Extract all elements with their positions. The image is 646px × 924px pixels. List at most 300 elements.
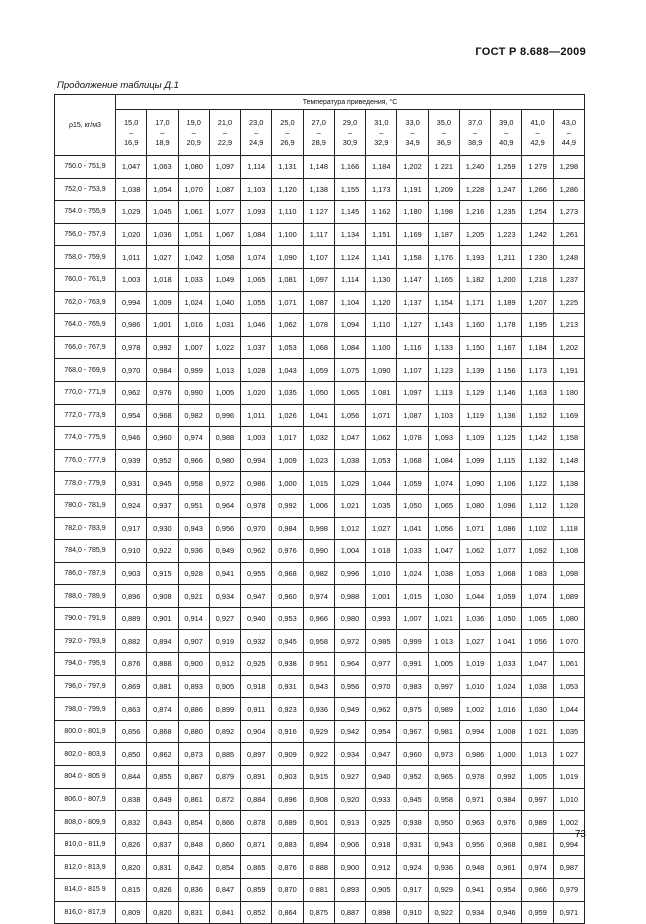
correction-factor-cell: 1,147 — [397, 268, 428, 291]
correction-factor-cell: 1,145 — [334, 201, 365, 224]
correction-factor-cell: 1,114 — [241, 156, 272, 179]
correction-factor-cell: 0,910 — [397, 901, 428, 924]
correction-factor-cell: 0,984 — [272, 517, 303, 540]
temperature-range-header — [241, 110, 272, 156]
correction-factor-cell: 1,078 — [303, 314, 334, 337]
range-dash: – — [566, 127, 571, 137]
density-range-label: 800.0 - 801,9 — [55, 720, 116, 743]
correction-factor-cell: 1,158 — [397, 246, 428, 269]
correction-factor-cell: 0,953 — [272, 607, 303, 630]
density-range-label: 756,0 - 757,9 — [55, 223, 116, 246]
temperature-range-header — [147, 110, 178, 156]
correction-factor-cell: 0,959 — [522, 901, 553, 924]
density-range-label: 752,0 - 753,9 — [55, 178, 116, 201]
correction-factor-cell: 1,019 — [553, 766, 584, 789]
correction-factor-cell: 0,962 — [241, 540, 272, 563]
range-to: 28,9 — [311, 137, 326, 147]
correction-factor-cell: 0,901 — [147, 607, 178, 630]
correction-factor-cell: 1,191 — [553, 359, 584, 382]
correction-factor-cell: 0,965 — [428, 766, 459, 789]
correction-factor-cell: 1,056 — [428, 517, 459, 540]
table-body — [55, 156, 585, 924]
correction-factor-cell: 0,909 — [272, 743, 303, 766]
correction-factor-cell: 1 018 — [366, 540, 397, 563]
correction-factor-cell: 1,068 — [303, 336, 334, 359]
range-dash: – — [222, 127, 227, 137]
correction-factor-cell: 0,966 — [178, 449, 209, 472]
correction-factor-cell: 0,922 — [147, 540, 178, 563]
table-row — [55, 494, 585, 517]
correction-factor-cell: 0,962 — [116, 381, 147, 404]
correction-factor-cell: 1,016 — [491, 698, 522, 721]
correction-factor-cell: 1,071 — [366, 404, 397, 427]
correction-factor-cell: 1,200 — [491, 268, 522, 291]
correction-factor-cell: 1,225 — [553, 291, 584, 314]
correction-factor-cell: 0,898 — [366, 901, 397, 924]
correction-factor-cell: 0,923 — [272, 698, 303, 721]
correction-factor-cell: 0,947 — [366, 743, 397, 766]
correction-factor-cell: 1,169 — [397, 223, 428, 246]
correction-factor-cell: 0,929 — [428, 879, 459, 902]
correction-factor-cell: 1,027 — [366, 517, 397, 540]
correction-factor-cell: 0,948 — [459, 856, 490, 879]
table-row — [55, 223, 585, 246]
density-range-label: 780,0 - 781,9 — [55, 494, 116, 517]
correction-factor-cell: 1,070 — [178, 178, 209, 201]
table-row — [55, 404, 585, 427]
correction-factor-cell: 0,826 — [116, 833, 147, 856]
density-range-label: 782,0 - 783,9 — [55, 517, 116, 540]
correction-factor-cell: 0,924 — [116, 494, 147, 517]
correction-factor-cell: 0,867 — [178, 766, 209, 789]
correction-factor-cell: 0,869 — [116, 675, 147, 698]
correction-factor-cell: 1,062 — [272, 314, 303, 337]
correction-factor-cell: 1,286 — [553, 178, 584, 201]
range-to: 30,9 — [342, 137, 358, 147]
correction-factor-cell: 1,071 — [272, 291, 303, 314]
range-to: 40,9 — [499, 137, 514, 147]
correction-factor-cell: 1,023 — [303, 449, 334, 472]
correction-factor-cell: 0,859 — [241, 879, 272, 902]
correction-factor-cell: 1,061 — [553, 653, 584, 676]
density-range-label: 792.0 - 793,9 — [55, 630, 116, 653]
range-to: 22,9 — [217, 137, 233, 147]
correction-factor-cell: 0,914 — [178, 607, 209, 630]
correction-factor-cell: 0,852 — [241, 901, 272, 924]
correction-factor-cell: 0,881 — [147, 675, 178, 698]
correction-factor-cell: 1,163 — [522, 381, 553, 404]
density-range-label: 760,0 - 761,9 — [55, 268, 116, 291]
correction-factor-cell: 1,080 — [553, 607, 584, 630]
correction-factor-cell: 0,990 — [178, 381, 209, 404]
correction-factor-cell: 0,820 — [147, 901, 178, 924]
correction-factor-cell: 1 230 — [522, 246, 553, 269]
density-range-label: 762,0 - 763,9 — [55, 291, 116, 314]
density-range-label: 814,0 - 815 9 — [55, 879, 116, 902]
correction-factor-cell: 1,110 — [272, 201, 303, 224]
correction-factor-cell: 1,050 — [397, 494, 428, 517]
correction-factor-cell: 0,970 — [366, 675, 397, 698]
correction-factor-cell: 0,958 — [303, 630, 334, 653]
correction-factor-cell: 1,108 — [553, 540, 584, 563]
correction-factor-cell: 0,884 — [241, 788, 272, 811]
correction-factor-cell: 0,864 — [272, 901, 303, 924]
density-range-label: 802,0 - 803,9 — [55, 743, 116, 766]
table-row — [55, 766, 585, 789]
correction-factor-cell: 1,184 — [522, 336, 553, 359]
correction-factor-cell: 1,089 — [553, 585, 584, 608]
page-number: 73 — [574, 829, 586, 840]
correction-factor-cell: 0,943 — [303, 675, 334, 698]
correction-factor-cell: 0,862 — [147, 743, 178, 766]
correction-factor-cell: 0,938 — [397, 811, 428, 834]
correction-factor-cell: 1,013 — [209, 359, 240, 382]
correction-factor-cell: 0,954 — [116, 404, 147, 427]
correction-factor-cell: 0,924 — [397, 856, 428, 879]
correction-factor-cell: 0,976 — [491, 811, 522, 834]
correction-factor-cell: 0,942 — [334, 720, 365, 743]
correction-factor-cell: 1 013 — [428, 630, 459, 653]
correction-factor-cell: 1,122 — [522, 472, 553, 495]
correction-factor-cell: 1,001 — [366, 585, 397, 608]
correction-factor-cell: 0,936 — [428, 856, 459, 879]
correction-factor-cell: 1,248 — [553, 246, 584, 269]
correction-factor-cell: 0,930 — [147, 517, 178, 540]
correction-factor-cell: 1,173 — [366, 178, 397, 201]
correction-factor-cell: 1,130 — [366, 268, 397, 291]
density-conversion-table — [54, 94, 585, 924]
density-range-label: 790.0 - 791,9 — [55, 607, 116, 630]
correction-factor-cell: 0,972 — [334, 630, 365, 653]
correction-factor-cell: 1,090 — [459, 472, 490, 495]
correction-factor-cell: 1,005 — [522, 766, 553, 789]
correction-factor-cell: 1,007 — [178, 336, 209, 359]
correction-factor-cell: 1,002 — [553, 811, 584, 834]
table-row — [55, 879, 585, 902]
correction-factor-cell: 0,878 — [241, 811, 272, 834]
correction-factor-cell: 0,991 — [397, 653, 428, 676]
correction-factor-cell: 0,937 — [147, 494, 178, 517]
correction-factor-cell: 1,228 — [459, 178, 490, 201]
correction-factor-cell: 0,866 — [209, 811, 240, 834]
correction-factor-cell: 0,896 — [272, 788, 303, 811]
correction-factor-cell: 1,065 — [522, 607, 553, 630]
correction-factor-cell: 0,906 — [334, 833, 365, 856]
range-to: 24,9 — [249, 137, 264, 147]
correction-factor-cell: 1,207 — [522, 291, 553, 314]
correction-factor-cell: 1,029 — [116, 201, 147, 224]
correction-factor-cell: 1,107 — [303, 246, 334, 269]
correction-factor-cell: 1,087 — [397, 404, 428, 427]
correction-factor-cell: 0,976 — [272, 540, 303, 563]
table-row — [55, 427, 585, 450]
correction-factor-cell: 1,259 — [491, 156, 522, 179]
correction-factor-cell: 0,911 — [241, 698, 272, 721]
correction-factor-cell: 1,059 — [303, 359, 334, 382]
correction-factor-cell: 1 056 — [522, 630, 553, 653]
correction-factor-cell: 1,184 — [366, 156, 397, 179]
correction-factor-cell: 1,129 — [459, 381, 490, 404]
correction-factor-cell: 0,978 — [459, 766, 490, 789]
correction-factor-cell: 1,080 — [178, 156, 209, 179]
correction-factor-cell: 1 156 — [491, 359, 522, 382]
correction-factor-cell: 0,826 — [147, 879, 178, 902]
correction-factor-cell: 0,900 — [178, 653, 209, 676]
correction-factor-cell: 1,152 — [522, 404, 553, 427]
correction-factor-cell: 1,015 — [397, 585, 428, 608]
table-row — [55, 291, 585, 314]
correction-factor-cell: 1,237 — [553, 268, 584, 291]
temperature-range-header — [522, 110, 553, 156]
range-dash: – — [129, 127, 134, 137]
correction-factor-cell: 1,036 — [459, 607, 490, 630]
correction-factor-cell: 1,198 — [428, 201, 459, 224]
correction-factor-cell: 0,861 — [178, 788, 209, 811]
correction-factor-cell: 0,966 — [522, 879, 553, 902]
correction-factor-cell: 1,087 — [209, 178, 240, 201]
correction-factor-cell: 1,187 — [428, 223, 459, 246]
range-to: 16,9 — [123, 137, 139, 147]
correction-factor-cell: 1,216 — [459, 201, 490, 224]
range-dash: – — [316, 127, 321, 137]
table-row — [55, 449, 585, 472]
correction-factor-cell: 1,035 — [272, 381, 303, 404]
correction-factor-cell: 0,986 — [459, 743, 490, 766]
correction-factor-cell: 0,996 — [209, 404, 240, 427]
temperature-range-header — [428, 110, 459, 156]
density-range-label: 764,0 - 765,9 — [55, 314, 116, 337]
correction-factor-cell: 0,876 — [272, 856, 303, 879]
temperature-range-header — [334, 110, 365, 156]
table-row — [55, 359, 585, 382]
correction-factor-cell: 1,093 — [241, 201, 272, 224]
correction-factor-cell: 1,120 — [272, 178, 303, 201]
density-range-label: 770,0 - 771,9 — [55, 381, 116, 404]
density-range-label: 812,0 - 813,9 — [55, 856, 116, 879]
correction-factor-cell: 0,954 — [491, 879, 522, 902]
correction-factor-cell: 0,990 — [303, 540, 334, 563]
correction-factor-cell: 1,167 — [491, 336, 522, 359]
correction-factor-cell: 1,211 — [491, 246, 522, 269]
correction-factor-cell: 0,931 — [116, 472, 147, 495]
density-range-label: 774,0 - 775,9 — [55, 427, 116, 450]
correction-factor-cell: 0,907 — [178, 630, 209, 653]
temperature-range-header-row — [55, 110, 585, 156]
correction-factor-cell: 0,986 — [116, 314, 147, 337]
temperature-range-header — [209, 110, 240, 156]
density-range-label: 766,0 - 767,9 — [55, 336, 116, 359]
correction-factor-cell: 1,053 — [272, 336, 303, 359]
correction-factor-cell: 0 888 — [303, 856, 334, 879]
correction-factor-cell: 1,266 — [522, 178, 553, 201]
range-to: 20,9 — [186, 137, 201, 147]
correction-factor-cell: 0,927 — [209, 607, 240, 630]
correction-factor-cell: 0,868 — [147, 720, 178, 743]
correction-factor-cell: 0,886 — [178, 698, 209, 721]
correction-factor-cell: 1,024 — [397, 562, 428, 585]
correction-factor-cell: 1,223 — [491, 223, 522, 246]
correction-factor-cell: 1,053 — [553, 675, 584, 698]
density-range-label: 768,0 - 769,9 — [55, 359, 116, 382]
correction-factor-cell: 1,028 — [241, 359, 272, 382]
correction-factor-cell: 0,820 — [116, 856, 147, 879]
correction-factor-cell: 1,178 — [491, 314, 522, 337]
correction-factor-cell: 1 279 — [522, 156, 553, 179]
correction-factor-cell: 1,106 — [491, 472, 522, 495]
correction-factor-cell: 0,974 — [178, 427, 209, 450]
correction-factor-cell: 0,978 — [241, 494, 272, 517]
correction-factor-cell: 0,841 — [209, 901, 240, 924]
correction-factor-cell: 1,132 — [522, 449, 553, 472]
correction-factor-cell: 1,195 — [522, 314, 553, 337]
correction-factor-cell: 0,893 — [178, 675, 209, 698]
correction-factor-cell: 0,998 — [303, 517, 334, 540]
correction-factor-cell: 1,017 — [272, 427, 303, 450]
correction-factor-cell: 1,124 — [334, 246, 365, 269]
correction-factor-cell: 0,950 — [428, 811, 459, 834]
correction-factor-cell: 1,067 — [209, 223, 240, 246]
correction-factor-cell: 0,903 — [116, 562, 147, 585]
correction-factor-cell: 0,847 — [209, 879, 240, 902]
correction-factor-cell: 1,068 — [491, 562, 522, 585]
correction-factor-cell: 0,918 — [241, 675, 272, 698]
correction-factor-cell: 0,899 — [209, 698, 240, 721]
table-row — [55, 720, 585, 743]
correction-factor-cell: 1,118 — [553, 517, 584, 540]
density-range-label: 816,0 - 817,9 — [55, 901, 116, 924]
correction-factor-cell: 1,097 — [209, 156, 240, 179]
density-range-label: 796,0 - 797,9 — [55, 675, 116, 698]
correction-factor-cell: 1,016 — [178, 314, 209, 337]
correction-factor-cell: 0,916 — [272, 720, 303, 743]
range-from: 33,0 — [405, 117, 420, 127]
range-dash: – — [441, 127, 446, 137]
correction-factor-cell: 0,999 — [397, 630, 428, 653]
correction-factor-cell: 0,905 — [209, 675, 240, 698]
correction-factor-cell: 0,981 — [522, 833, 553, 856]
correction-factor-cell: 1,169 — [553, 404, 584, 427]
correction-factor-cell: 1,009 — [147, 291, 178, 314]
correction-factor-cell: 1,047 — [334, 427, 365, 450]
table-row — [55, 201, 585, 224]
correction-factor-cell: 1,027 — [459, 630, 490, 653]
correction-factor-cell: 0,977 — [366, 653, 397, 676]
correction-factor-cell: 1,036 — [147, 223, 178, 246]
correction-factor-cell: 0,934 — [209, 585, 240, 608]
document-standard-header: ГОСТ Р 8.688—2009 — [475, 46, 586, 58]
correction-factor-cell: 1,037 — [241, 336, 272, 359]
correction-factor-cell: 1,133 — [428, 336, 459, 359]
correction-factor-cell: 0,931 — [397, 833, 428, 856]
correction-factor-cell: 1,071 — [459, 517, 490, 540]
correction-factor-cell: 0,951 — [178, 494, 209, 517]
correction-factor-cell: 0,992 — [491, 766, 522, 789]
correction-factor-cell: 0,939 — [116, 449, 147, 472]
correction-factor-cell: 0,922 — [303, 743, 334, 766]
correction-factor-cell: 0,888 — [147, 653, 178, 676]
correction-factor-cell: 1,114 — [334, 268, 365, 291]
range-from: 31,0 — [374, 117, 389, 127]
correction-factor-cell: 1,191 — [397, 178, 428, 201]
correction-factor-cell: 1,043 — [272, 359, 303, 382]
correction-factor-cell: 0,962 — [366, 698, 397, 721]
correction-factor-cell: 1,218 — [522, 268, 553, 291]
correction-factor-cell: 0,915 — [147, 562, 178, 585]
range-to: 36,9 — [436, 137, 451, 147]
range-dash: – — [160, 127, 165, 137]
correction-factor-cell: 0,974 — [522, 856, 553, 879]
correction-factor-cell: 1,033 — [397, 540, 428, 563]
correction-factor-cell: 0,887 — [334, 901, 365, 924]
correction-factor-cell: 0,952 — [397, 766, 428, 789]
correction-factor-cell: 1,068 — [397, 449, 428, 472]
range-to: 42,9 — [530, 137, 545, 147]
correction-factor-cell: 1,061 — [178, 201, 209, 224]
correction-factor-cell: 0,968 — [272, 562, 303, 585]
correction-factor-cell: 1,146 — [491, 381, 522, 404]
density-range-label: 778,0 - 779,9 — [55, 472, 116, 495]
density-range-label: 758,0 - 759,9 — [55, 246, 116, 269]
correction-factor-cell: 1,103 — [428, 404, 459, 427]
correction-factor-cell: 0,958 — [428, 788, 459, 811]
correction-factor-cell: 1,094 — [334, 314, 365, 337]
correction-factor-cell: 0,945 — [147, 472, 178, 495]
correction-factor-cell: 0,975 — [397, 698, 428, 721]
correction-factor-cell: 1,087 — [303, 291, 334, 314]
correction-factor-cell: 0,968 — [491, 833, 522, 856]
correction-factor-cell: 1,202 — [553, 336, 584, 359]
correction-factor-cell: 1,013 — [522, 743, 553, 766]
correction-factor-cell: 0,941 — [209, 562, 240, 585]
correction-factor-cell: 1,090 — [272, 246, 303, 269]
correction-factor-cell: 1,029 — [334, 472, 365, 495]
correction-factor-cell: 0,983 — [397, 675, 428, 698]
correction-factor-cell: 1,047 — [522, 653, 553, 676]
correction-factor-cell: 1,054 — [147, 178, 178, 201]
range-dash: – — [472, 127, 478, 137]
correction-factor-cell: 1,027 — [147, 246, 178, 269]
table-row — [55, 336, 585, 359]
correction-factor-cell: 1,151 — [366, 223, 397, 246]
correction-factor-cell: 1,154 — [428, 291, 459, 314]
correction-factor-cell: 1,051 — [178, 223, 209, 246]
correction-factor-cell: 0,849 — [147, 788, 178, 811]
correction-factor-cell: 1,011 — [241, 404, 272, 427]
correction-factor-cell: 1,002 — [459, 698, 490, 721]
correction-factor-cell: 1,131 — [272, 156, 303, 179]
correction-factor-cell: 0,915 — [303, 766, 334, 789]
correction-factor-cell: 0 951 — [303, 653, 334, 676]
correction-factor-cell: 0,832 — [116, 811, 147, 834]
correction-factor-cell: 1,084 — [334, 336, 365, 359]
correction-factor-cell: 0,860 — [209, 833, 240, 856]
range-from: 35,0 — [436, 117, 451, 127]
correction-factor-cell: 1,008 — [491, 720, 522, 743]
range-from: 15,0 — [123, 117, 139, 127]
correction-factor-cell: 0,809 — [116, 901, 147, 924]
correction-factor-cell: 0,994 — [459, 720, 490, 743]
correction-factor-cell: 0,870 — [272, 879, 303, 902]
correction-factor-cell: 1,010 — [459, 675, 490, 698]
correction-factor-cell: 0,976 — [147, 381, 178, 404]
correction-factor-cell: 1,006 — [303, 494, 334, 517]
table-row — [55, 901, 585, 924]
correction-factor-cell: 0,956 — [459, 833, 490, 856]
correction-factor-cell: 0,883 — [272, 833, 303, 856]
correction-factor-cell: 1,018 — [147, 268, 178, 291]
correction-factor-cell: 0,986 — [241, 472, 272, 495]
range-from: 27,0 — [311, 117, 326, 127]
